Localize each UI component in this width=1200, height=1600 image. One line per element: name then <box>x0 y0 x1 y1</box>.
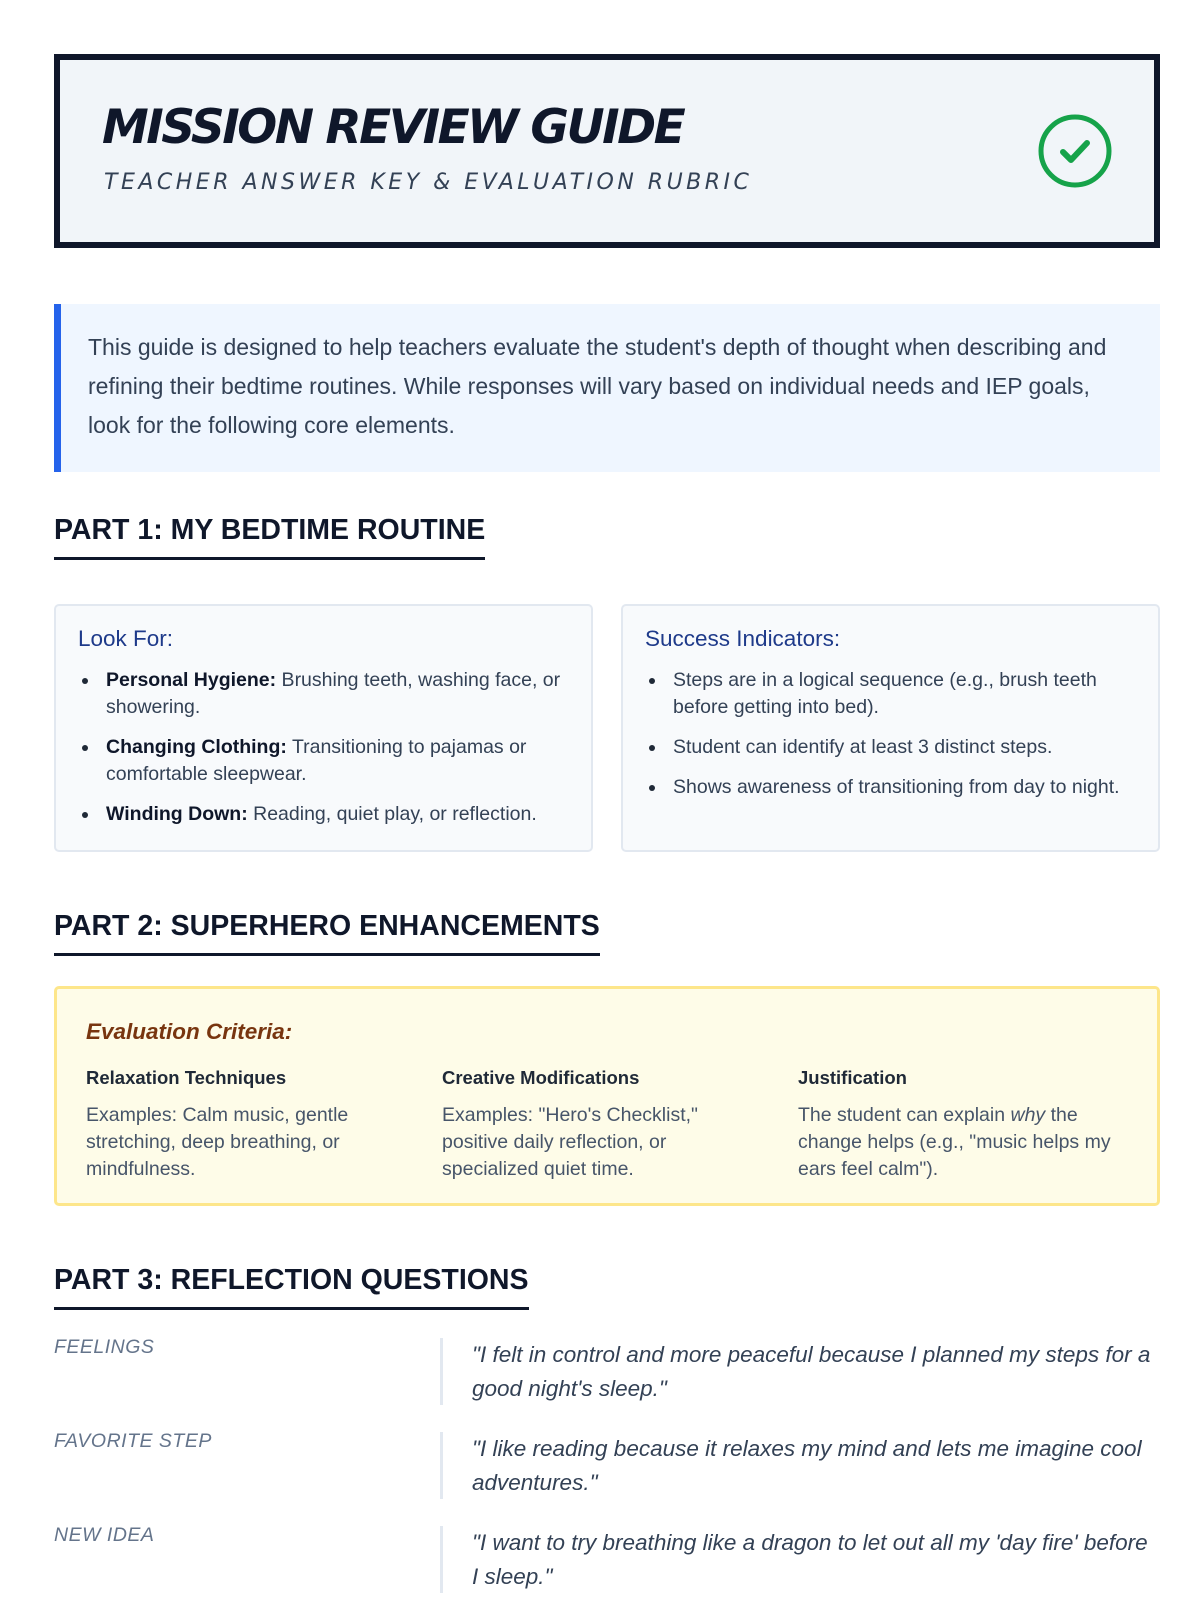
criteria-text-emphasis: why <box>1010 1103 1046 1126</box>
success-indicators-title: Success Indicators: <box>645 626 841 651</box>
criteria-column-creative <box>442 1069 764 1183</box>
criteria-column-title: Creative Modifications <box>442 1067 640 1088</box>
criteria-column-justification <box>798 1069 1120 1183</box>
success-indicators-list <box>645 667 1136 801</box>
page-title: MISSION REVIEW GUIDE <box>102 100 684 155</box>
criteria-text-part: the change helps (e.g., "music helps my ears feel calm"). <box>798 1103 1111 1180</box>
list-item <box>78 667 569 721</box>
criteria-column-text <box>798 1102 1120 1183</box>
list-item: Shows awareness of transitioning from day to night. <box>645 774 1136 801</box>
success-indicators-card <box>621 604 1160 852</box>
intro-callout <box>54 304 1160 472</box>
list-item-label: Winding Down: <box>106 802 248 825</box>
list-item <box>78 801 569 828</box>
criteria-column-title: Relaxation Techniques <box>86 1067 287 1088</box>
evaluation-criteria-title: Evaluation Criteria: <box>86 1019 293 1044</box>
page-subtitle: TEACHER ANSWER KEY & EVALUATION RUBRIC <box>104 170 753 195</box>
criteria-text-part: The student can explain <box>798 1103 1011 1126</box>
intro-text: This guide is designed to help teachers evaluate the student's depth of thought when describing and refining their bedtime routines. While responses will vary based on individual needs and IEP goals, look for the following core elements. <box>88 334 1107 438</box>
look-for-title: Look For: <box>78 626 174 651</box>
list-item-label: Changing Clothing: <box>106 735 287 758</box>
list-item: Student can identify at least 3 distinct steps. <box>645 734 1136 761</box>
evaluation-criteria-box <box>54 986 1160 1206</box>
list-item-text: Brushing teeth, washing face, or showering. <box>106 668 561 718</box>
reflection-answer: "I felt in control and more peaceful because I planned my steps for a good night's sleep." <box>440 1338 1160 1405</box>
criteria-column-title: Justification <box>798 1067 907 1088</box>
list-item: Steps are in a logical sequence (e.g., brush teeth before getting into bed). <box>645 667 1136 721</box>
check-circle-icon <box>1036 112 1114 190</box>
reflection-label: NEW IDEA <box>54 1524 155 1546</box>
reflection-answer: "I like reading because it relaxes my mind and lets me imagine cool adventures." <box>440 1432 1160 1499</box>
list-item <box>78 734 569 788</box>
part2-heading: PART 2: SUPERHERO ENHANCEMENTS <box>54 912 600 956</box>
reflection-label: FEELINGS <box>54 1336 155 1358</box>
reflection-answer: "I want to try breathing like a dragon to let out all my 'day fire' before I sleep." <box>440 1526 1160 1593</box>
look-for-list <box>78 667 569 828</box>
list-item-text: Transitioning to pajamas or comfortable sleepwear. <box>106 735 527 785</box>
list-item-label: Personal Hygiene: <box>106 668 277 691</box>
part1-heading: PART 1: MY BEDTIME ROUTINE <box>54 516 485 560</box>
criteria-column-text: Examples: "Hero's Checklist," positive daily reflection, or specialized quiet time. <box>442 1103 698 1180</box>
header-banner <box>54 54 1160 248</box>
part3-heading: PART 3: REFLECTION QUESTIONS <box>54 1266 529 1310</box>
list-item-text: Reading, quiet play, or reflection. <box>247 802 537 825</box>
reflection-label: FAVORITE STEP <box>54 1430 212 1452</box>
criteria-column-relaxation <box>86 1069 408 1183</box>
look-for-card <box>54 604 593 852</box>
criteria-column-text: Examples: Calm music, gentle stretching, deep breathing, or mindfulness. <box>86 1103 349 1180</box>
